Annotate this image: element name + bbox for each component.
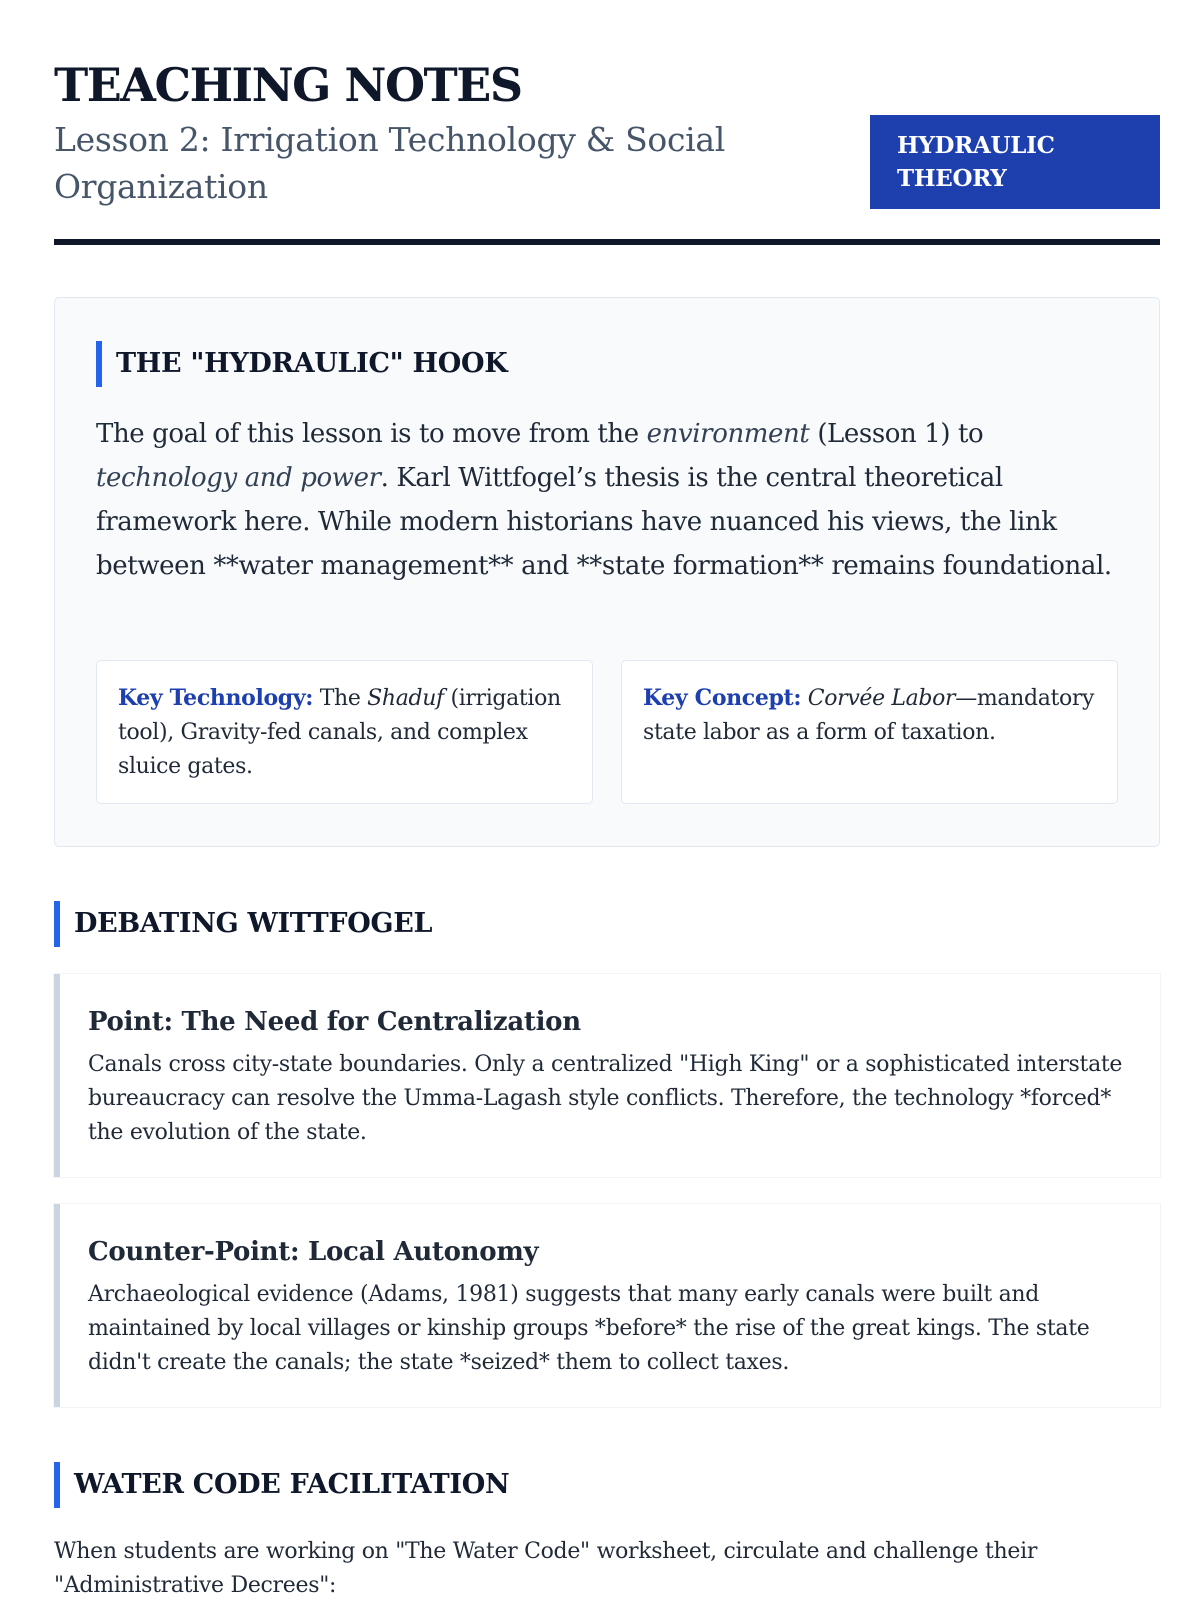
page-header bbox=[54, 0, 1160, 245]
hook-card bbox=[54, 297, 1160, 847]
emphasis-technology-power: technology and power bbox=[96, 463, 381, 493]
counter-title: Counter-Point: Local Autonomy bbox=[88, 1237, 539, 1267]
water-code-heading: WATER CODE FACILITATION bbox=[54, 1462, 509, 1508]
page-title: TEACHING NOTES bbox=[54, 58, 522, 112]
key-technology-label: Key Technology: bbox=[118, 685, 314, 711]
emphasis-corvee-labor: Corvée Labor bbox=[807, 686, 956, 711]
counter-argument-card bbox=[54, 1204, 1160, 1407]
teaching-notes-page bbox=[54, 0, 1160, 1598]
emphasis-shaduf: Shaduf bbox=[367, 686, 444, 711]
key-concept-box: Key Concept: Corvée Labor—mandatory state labor as a form of taxation. bbox=[621, 660, 1118, 804]
lesson-subtitle: Lesson 2: Irrigation Technology & Social Organization bbox=[54, 120, 726, 206]
key-technology-box: Key Technology: The Shaduf (irrigation tool), Gravity-fed canals, and complex sluice gates. bbox=[96, 660, 593, 804]
hook-heading: THE "HYDRAULIC" HOOK bbox=[96, 341, 507, 387]
key-concept-label: Key Concept: bbox=[643, 685, 802, 711]
water-code-intro: When students are working on "The Water Code" worksheet, circulate and challenge their "Administrative Decrees": bbox=[54, 1539, 1038, 1598]
point-title: Point: The Need for Centralization bbox=[88, 1007, 581, 1037]
point-text: Canals cross city-state boundaries. Only a centralized "High King" or a sophisticated interstate bureaucracy can resolve the Umma-Lagash style conflicts. Therefore, the technology *forced* the evolution of the state. bbox=[88, 1052, 1123, 1145]
counter-text: Archaeological evidence (Adams, 1981) suggests that many early canals were built and maintained by local villages or kinship groups *before* the rise of the great kings. The state didn't create the canals; the state *seized* them to collect taxes. bbox=[88, 1282, 1090, 1375]
hook-body: The goal of this lesson is to move from the environment (Lesson 1) to technology and power. Karl Wittfogel’s thesis is the central theoretical framework here. While modern historians have nuanced his views, the link between **water management** and **state formation** remains foundational. bbox=[96, 419, 1112, 581]
debate-heading: DEBATING WITTFOGEL bbox=[54, 901, 432, 947]
point-argument-card bbox=[54, 974, 1160, 1177]
emphasis-environment: environment bbox=[646, 419, 810, 449]
theme-badge: HYDRAULIC THEORY bbox=[870, 115, 1160, 209]
